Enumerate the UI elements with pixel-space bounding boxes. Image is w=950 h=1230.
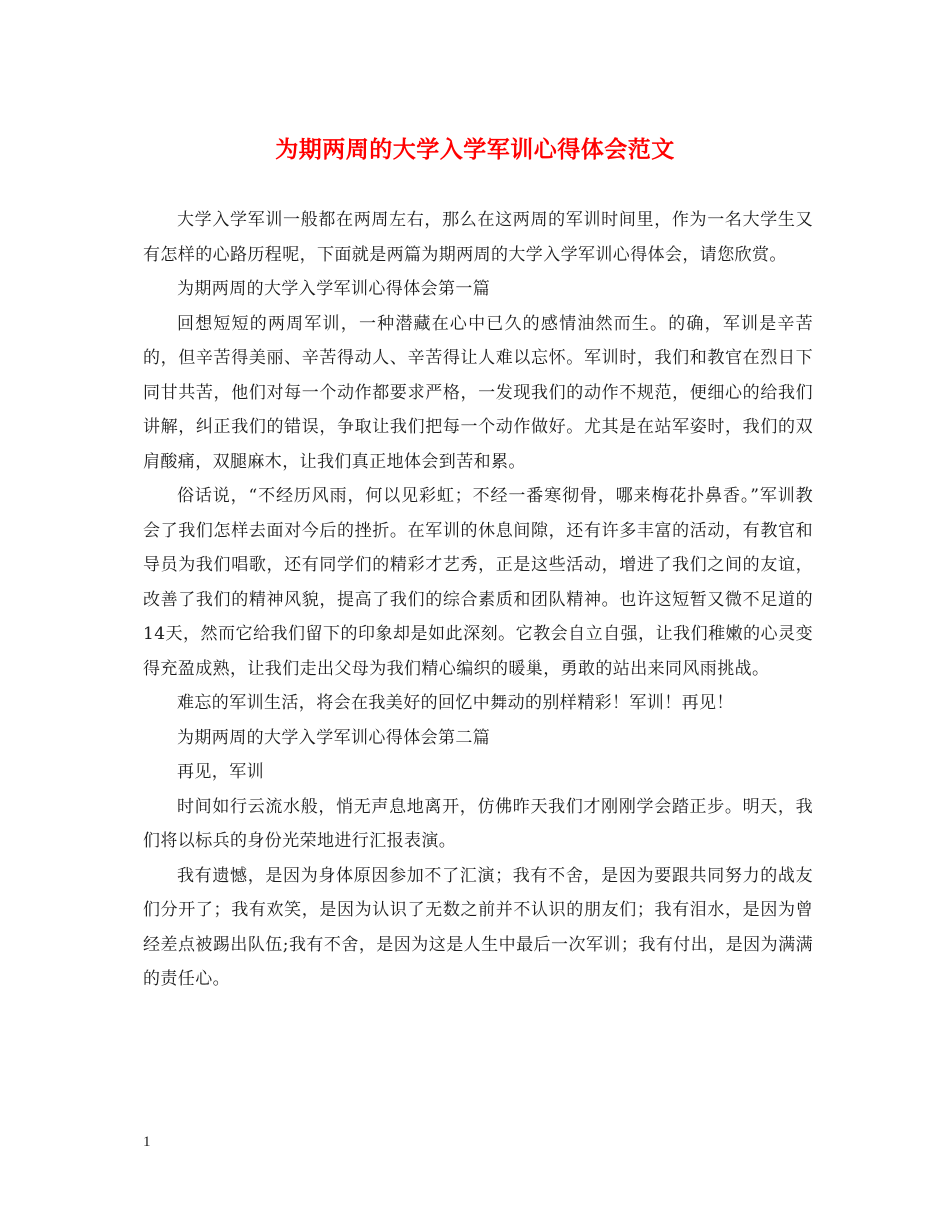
paragraph: 我有遗憾，是因为身体原因参加不了汇演；我有不舍，是因为要跟共同努力的战友们分开了；我有欢笑，是因为认识了无数之前并不认识的朋友们；我有泪水，是因为曾经差点被踢出队伍;我有不舍，是因为这是人生中最后一次军训；我有付出，是因为满满的责任心。 <box>143 865 813 989</box>
document-title: 为期两周的大学入学军训心得体会范文 <box>275 136 675 163</box>
document-body <box>143 203 813 997</box>
page-number: 1 <box>143 1134 151 1150</box>
section-heading-second: 为期两周的大学入学军训心得体会第二篇 <box>177 727 491 748</box>
paragraph: 回想短短的两周军训，一种潜藏在心中已久的感情油然而生。的确，军训是辛苦的，但辛苦得美丽、辛苦得动人、辛苦得让人难以忘怀。军训时，我们和教官在烈日下同甘共苦，他们对每一个动作都要求严格，一发现我们的动作不规范，便细心的给我们讲解，纠正我们的错误，争取让我们把每一个动作做好。尤其是在站军姿时，我们的双肩酸痛，双腿麻木，让我们真正地体会到苦和累。 <box>143 313 813 472</box>
subheading: 再见，军训 <box>177 762 264 782</box>
paragraph: 时间如行云流水般，悄无声息地离开，仿佛昨天我们才刚刚学会踏正步。明天，我们将以标兵的身份光荣地进行汇报表演。 <box>143 796 813 851</box>
section-heading-first: 为期两周的大学入学军训心得体会第一篇 <box>177 279 491 299</box>
paragraph-intro: 大学入学军训一般都在两周左右，那么在这两周的军训时间里，作为一名大学生又有怎样的心路历程呢，下面就是两篇为期两周的大学入学军训心得体会，请您欣赏。 <box>143 210 813 265</box>
paragraph: 难忘的军训生活，将会在我美好的回忆中舞动的别样精彩！军训！再见！ <box>177 693 734 713</box>
paragraph: 俗话说，“不经历风雨，何以见彩虹；不经一番寒彻骨，哪来梅花扑鼻香。”军训教会了我们怎样去面对今后的挫折。在军训的休息间隙，还有许多丰富的活动，有教官和导员为我们唱歌，还有同学们的精彩才艺秀，正是这些活动，增进了我们之间的友谊，改善了我们的精神风貌，提高了我们的综合素质和团队精神。也许这短暂又微不足道的14天，然而它给我们留下的印象却是如此深刻。它教会自立自强，让我们稚嫩的心灵变得充盈成熟，让我们走出父母为我们精心编织的暖巢，勇敢的站出来同风雨挑战。 <box>143 486 813 679</box>
